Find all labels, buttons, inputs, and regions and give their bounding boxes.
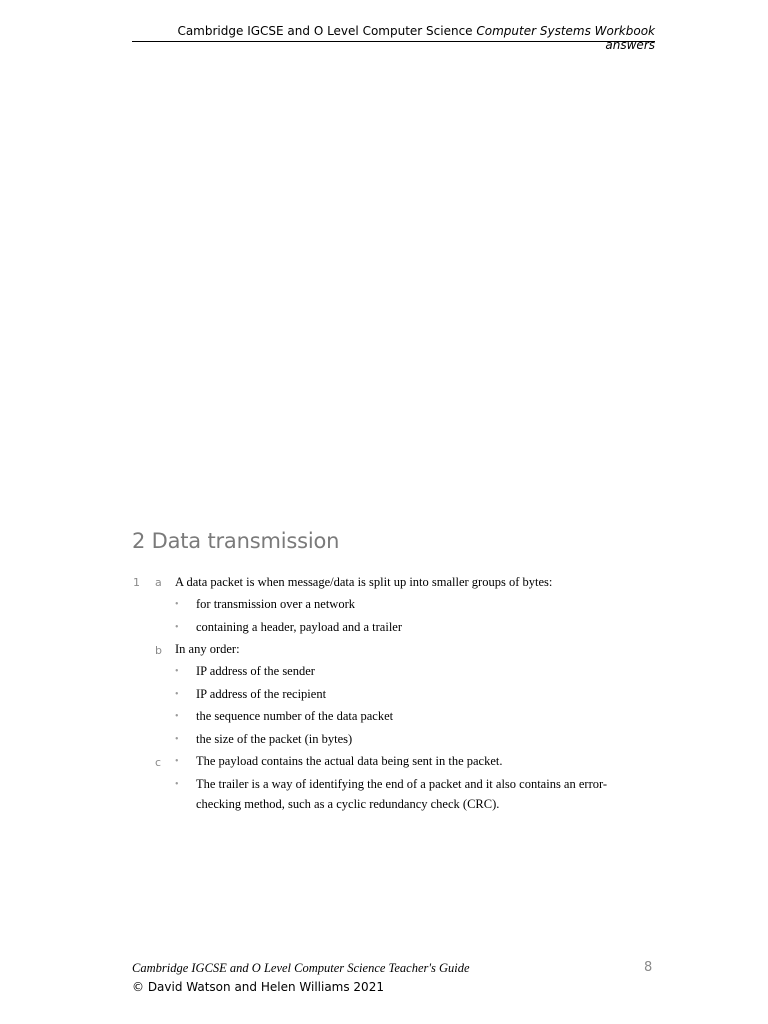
list-item: the sequence number of the data packet bbox=[196, 709, 394, 723]
part-c-label: c bbox=[155, 756, 162, 769]
question-number: 1 bbox=[133, 576, 140, 589]
header-divider bbox=[132, 41, 655, 42]
bullet-marker: • bbox=[175, 779, 179, 790]
list-item: The trailer is a way of identifying the end of a packet and it also contains an error- bbox=[196, 777, 608, 791]
part-b-label: b bbox=[155, 644, 162, 657]
section-title: 2 Data transmission bbox=[132, 529, 340, 553]
bullet-marker: • bbox=[175, 734, 179, 745]
part-a-intro: A data packet is when message/data is split up into smaller groups of bytes: bbox=[175, 575, 553, 589]
bullet-marker: • bbox=[175, 622, 179, 633]
bullet-marker: • bbox=[175, 756, 179, 767]
list-item: for transmission over a network bbox=[196, 597, 355, 611]
footer-title: Cambridge IGCSE and O Level Computer Science Teacher's Guide bbox=[132, 961, 470, 975]
list-item: the size of the packet (in bytes) bbox=[196, 732, 353, 746]
part-a-label: a bbox=[155, 576, 162, 589]
bullet-marker: • bbox=[175, 689, 179, 700]
bullet-marker: • bbox=[175, 666, 179, 677]
list-item: containing a header, payload and a trailer bbox=[196, 620, 402, 634]
bullet-marker: • bbox=[175, 711, 179, 722]
running-header bbox=[133, 24, 655, 52]
part-b-intro: In any order: bbox=[175, 642, 240, 656]
copyright-notice: © David Watson and Helen Williams 2021 bbox=[132, 980, 384, 994]
bullet-marker: • bbox=[175, 599, 179, 610]
list-item: IP address of the recipient bbox=[196, 687, 327, 701]
list-item-continuation: checking method, such as a cyclic redundancy check (CRC). bbox=[196, 797, 500, 811]
list-item: The payload contains the actual data being sent in the packet. bbox=[196, 754, 503, 768]
running-header-text: Cambridge IGCSE and O Level Computer Science bbox=[177, 24, 477, 38]
running-header-italic-text: Computer Systems Workbook answers bbox=[476, 24, 655, 52]
page-number: 8 bbox=[644, 960, 653, 975]
list-item: IP address of the sender bbox=[196, 664, 315, 678]
